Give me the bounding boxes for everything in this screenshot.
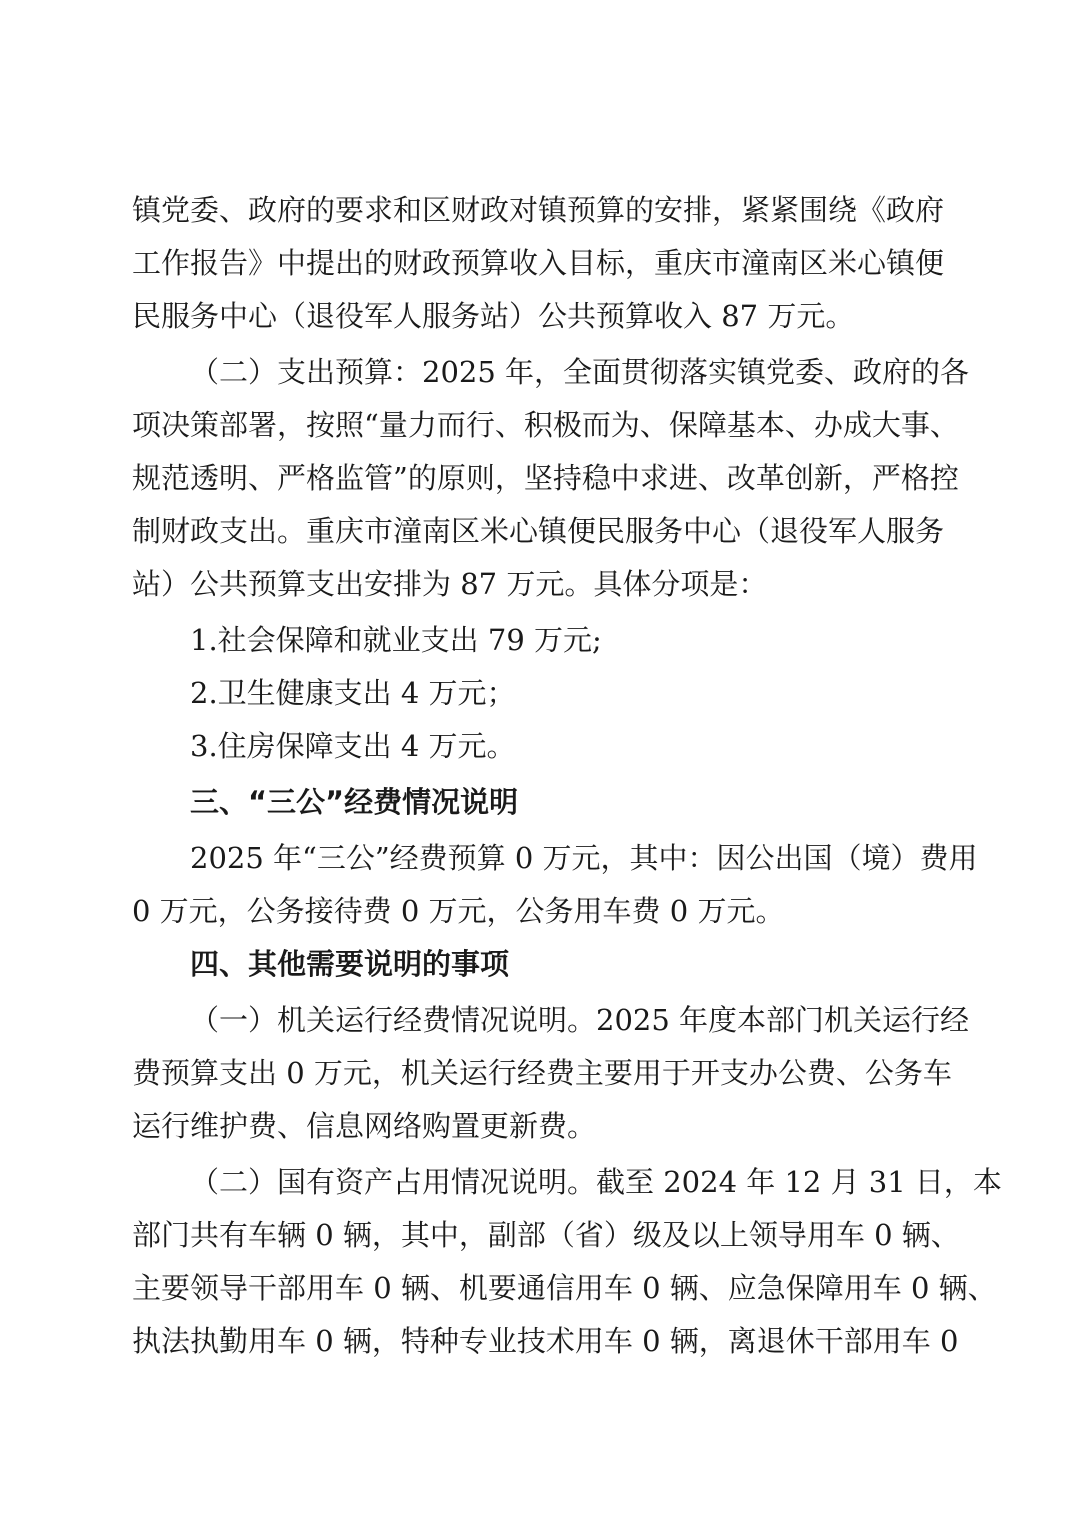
section-heading: 四、其他需要说明的事项: [190, 947, 510, 981]
list-item: 2.卫生健康支出 4 万元；: [190, 676, 516, 710]
paragraph-line: 工作报告》中提出的财政预算收入目标，重庆市潼南区米心镇便: [132, 246, 945, 280]
paragraph-line: 制财政支出。重庆市潼南区米心镇便民服务中心（退役军人服务: [132, 514, 945, 548]
paragraph-line: 费预算支出 0 万元，机关运行经费主要用于开支办公费、公务车: [132, 1056, 952, 1090]
paragraph-line: 主要领导干部用车 0 辆、机要通信用车 0 辆、应急保障用车 0 辆、: [132, 1271, 997, 1305]
paragraph-line: 运行维护费、信息网络购置更新费。: [132, 1109, 597, 1143]
paragraph-line: 规范透明、严格监管”的原则，坚持稳中求进、改革创新，严格控: [132, 461, 959, 495]
section-heading: 三、“三公”经费情况说明: [190, 785, 519, 819]
paragraph-line: 项决策部署，按照“量力而行、积极而为、保障基本、办成大事、: [132, 408, 959, 442]
paragraph-line: 镇党委、政府的要求和区财政对镇预算的安排，紧紧围绕《政府: [132, 193, 945, 227]
paragraph-line: （二）国有资产占用情况说明。截至 2024 年 12 月 31 日，本: [190, 1165, 1002, 1199]
paragraph-line: 民服务中心（退役军人服务站）公共预算收入 87 万元。: [132, 299, 855, 333]
list-item: 3.住房保障支出 4 万元。: [190, 729, 516, 763]
paragraph-line: 站）公共预算支出安排为 87 万元。具体分项是：: [132, 567, 768, 601]
list-item: 1.社会保障和就业支出 79 万元;: [190, 623, 602, 657]
paragraph-line: 部门共有车辆 0 辆，其中，副部（省）级及以上领导用车 0 辆、: [132, 1218, 960, 1252]
paragraph-line: 2025 年“三公”经费预算 0 万元，其中：因公出国（境）费用: [190, 841, 978, 875]
paragraph-line: （二）支出预算：2025 年，全面贯彻落实镇党委、政府的各: [190, 355, 970, 389]
paragraph-line: （一）机关运行经费情况说明。2025 年度本部门机关运行经: [190, 1003, 970, 1037]
paragraph-line: 执法执勤用车 0 辆，特种专业技术用车 0 辆，离退休干部用车 0: [132, 1324, 959, 1358]
paragraph-line: 0 万元，公务接待费 0 万元，公务用车费 0 万元。: [132, 894, 785, 928]
